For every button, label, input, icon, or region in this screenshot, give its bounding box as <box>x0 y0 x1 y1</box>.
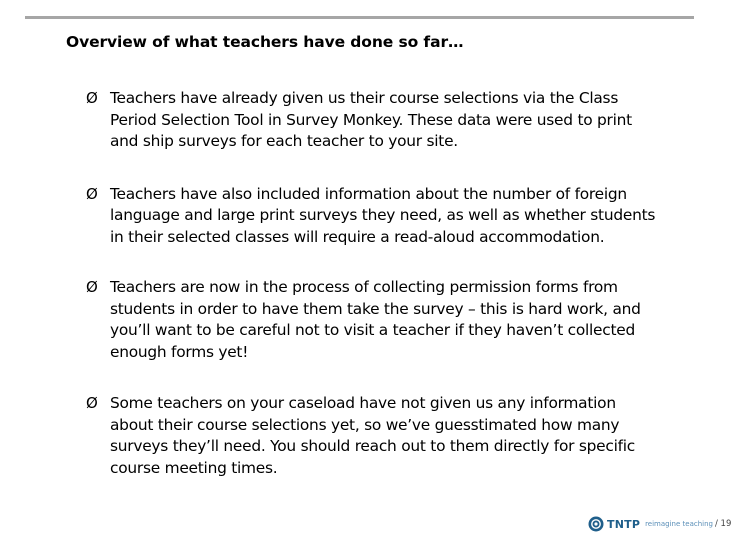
bullet-item <box>86 393 656 479</box>
tagline: reimagine teaching <box>645 520 713 528</box>
page-number: / 19 <box>714 519 731 529</box>
bullet-text: Teachers have also included information about the number of foreign language and large print surveys they need, as well as whether students in their selected classes will require a read-aloud accommodation. <box>110 184 656 246</box>
arrow-bullet-icon: Ø <box>86 394 98 412</box>
arrow-bullet-icon: Ø <box>86 184 98 203</box>
top-divider <box>25 16 694 19</box>
bullet-item <box>86 184 656 249</box>
bullet-text: Teachers are now in the process of collecting permission forms from students in order to have them take the survey – this is hard work, and you’ll want to be careful not to visit a teacher if they haven’t collected enough forms yet! <box>110 278 641 361</box>
bullet-list <box>86 88 656 479</box>
footer <box>588 514 731 534</box>
bullet-item <box>86 88 656 153</box>
bullet-item <box>86 277 656 363</box>
tntp-logo-icon <box>588 516 604 532</box>
bullet-text: Some teachers on your caseload have not given us any information about their course selections yet, so we’ve guesstimated how many surveys they’ll need. You should reach out to them directly for specific course meeting times. <box>110 394 636 477</box>
logo-text: TNTP <box>607 517 641 531</box>
slide-title: Overview of what teachers have done so far… <box>66 33 464 51</box>
bullet-text: Teachers have already given us their course selections via the Class Period Selection Tool in Survey Monkey. These data were used to print and ship surveys for each teacher to your site. <box>110 89 632 150</box>
arrow-bullet-icon: Ø <box>86 278 98 296</box>
arrow-bullet-icon: Ø <box>86 89 98 107</box>
